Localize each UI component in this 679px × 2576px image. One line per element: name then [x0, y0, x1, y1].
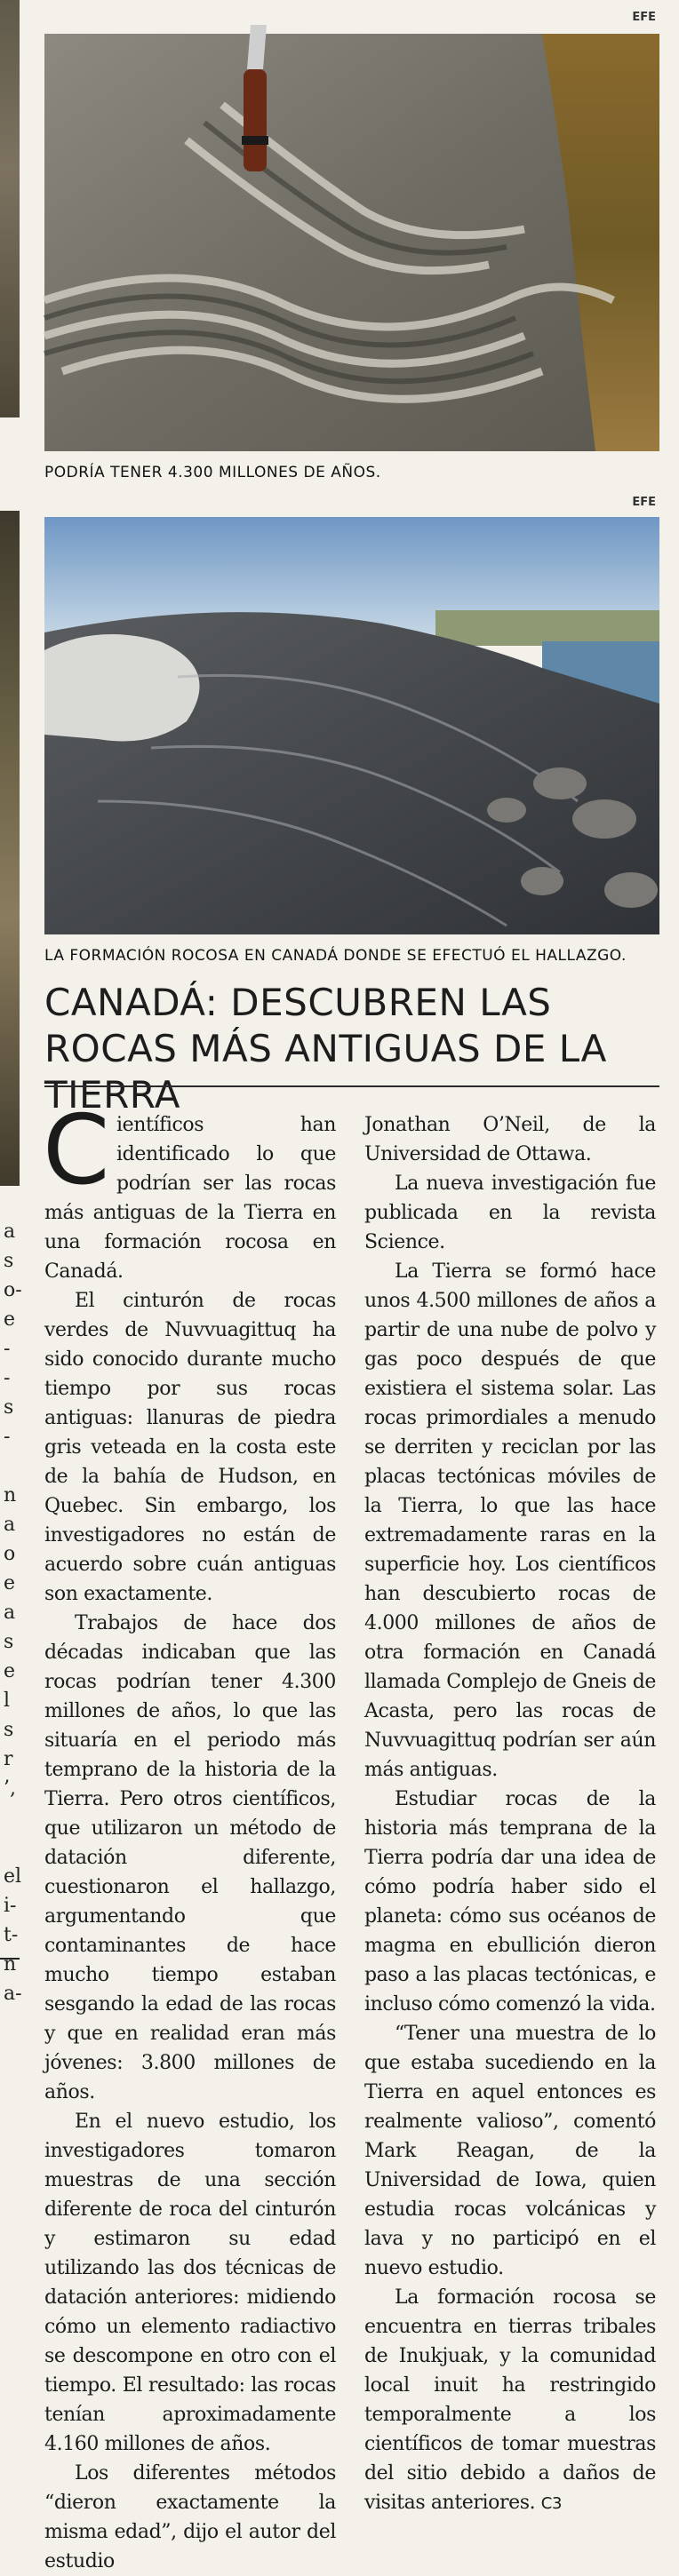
article-paragraph: La nueva investigación fue publicada en la revista Science. — [364, 1173, 656, 1253]
article-column-right — [364, 1110, 656, 2518]
article-paragraph: Trabajos de hace dos décadas indicaban que las rocas podrían tener 4.300 millones de años, lo que las situaría en el periodo más temprano de la historia de la Tierra. Pero otros científicos, que utilizaron un método de datación diferente, cuestionaron el hallazgo, argumentando que contaminantes de hace mucho tiempo estaban sesgando la edad de las rocas y que en realidad eran más jóvenes: 3.800 millones de años. — [44, 1612, 336, 2103]
article-paragraph: La Tierra se formó hace unos 4.500 millones de años a partir de una nube de polvo y gas poco después de que existiera el sistema solar. Las rocas primordiales a menudo se derriten y reciclan por las placas tectónicas móviles de la Tierra, lo que las hace extremadamente raras en la superficie hoy. Los científicos han descubierto rocas de 4.000 millones de años de otra formación en Canadá llamada Complejo de Gneis de Acasta, pero las rocas de Nuvvuagittuq podrían ser aún más antiguas. — [364, 1260, 656, 1781]
adjacent-text-fragment: i- — [4, 1895, 17, 1917]
adjacent-rule — [0, 1958, 20, 1960]
adjacent-text-fragment: s — [4, 1396, 14, 1419]
adjacent-text-fragment: ’, — [4, 1777, 16, 1800]
adjacent-text-fragment: o — [4, 1543, 16, 1565]
rock-formation-photo — [44, 517, 659, 934]
adjacent-text-fragment: el — [4, 1865, 22, 1888]
article-paragraph: La formación rocosa se encuentra en tierras tribales de Inukjuak, y la comunidad local inuit ha restringido temporalmente a los científicos de tomar muestras del sitio debido a daños de visitas anteriores. C3 — [364, 2286, 656, 2514]
article-paragraph: “Tener una muestra de lo que estaba sucediendo en la Tierra en aquel entonces es realmente valioso”, comentó Mark Reagan, de la Universidad de Iowa, quien estudia rocas volcánicas y lava y no participó en el nuevo estudio. — [364, 2023, 656, 2279]
article-paragraph: En el nuevo estudio, los investigadores tomaron muestras de una sección diferente de roca del cinturón y estimaron su edad utilizando las dos técnicas de datación anteriores: midiendo cómo un elemento radiactivo se descompone en otro con el tiempo. El resultado: las rocas tenían aproximadamente 4.160 millones de años. — [44, 2111, 336, 2455]
adjacent-text-fragment — [4, 1833, 21, 1862]
adjacent-text-fragment: - — [4, 1338, 11, 1360]
adjacent-text-fragment: a — [4, 1220, 16, 1243]
adjacent-page-strip — [0, 0, 20, 2430]
article-headline: CANADÁ: DESCUBREN LAS ROCAS MÁS ANTIGUAS DE LA TIERRA — [44, 981, 607, 1117]
photo-caption: PODRÍA TENER 4.300 MILLONES DE AÑOS. — [44, 464, 381, 481]
adjacent-text-fragment: a- — [4, 1983, 22, 2005]
photo-credit: EFE — [632, 11, 656, 24]
adjacent-text-fragment: a — [4, 1514, 16, 1536]
adjacent-text-fragment: s — [4, 1719, 14, 1741]
article-paragraph: Científicos han identificado lo que podrían ser las rocas más antiguas de la Tierra en una formación rocosa en Canadá. — [43, 1095, 336, 1283]
adjacent-text-fragment: s — [4, 1250, 14, 1272]
article-paragraph: El cinturón de rocas verdes de Nuvvuagittuq ha sido conocido durante mucho tiempo por sus rocas antiguas: llanuras de piedra gris veteada en la costa este de la bahía de Hudson, en Quebec. Sin embargo, los investigadores no están de acuerdo sobre cuán antiguas son exactamente. — [44, 1290, 336, 1605]
adjacent-text-fragment: - — [4, 1426, 11, 1448]
adjacent-text-fragment: e — [4, 1660, 16, 1682]
adjacent-text-fragment — [4, 1803, 21, 1833]
adjacent-text-fragment: a — [4, 1602, 16, 1624]
adjacent-text-fragment: n — [4, 1484, 17, 1507]
photo-credit: EFE — [632, 496, 656, 509]
article-paragraph: Los diferentes métodos “dieron exactamente la misma edad”, dijo el autor del estudio — [44, 2462, 336, 2572]
photo-caption: LA FORMACIÓN ROCOSA EN CANADÁ DONDE SE EFECTUÓ EL HALLAZGO. — [44, 947, 627, 965]
adjacent-text-fragment: o- — [4, 1279, 22, 1301]
adjacent-text-fragment: s — [4, 1631, 14, 1653]
adjacent-photo-fragment — [0, 511, 20, 1186]
article-column-left — [43, 1095, 336, 2576]
end-mark: C3 — [540, 2494, 563, 2513]
article-paragraph: Jonathan O’Neil, de la Universidad de Ottawa. — [364, 1114, 656, 1165]
adjacent-text-fragments — [4, 1217, 21, 2008]
adjacent-text-fragment: - — [4, 1367, 11, 1389]
adjacent-text-fragment: r — [4, 1748, 13, 1770]
rock-closeup-photo — [44, 34, 659, 451]
adjacent-text-fragment — [4, 1451, 21, 1481]
article-paragraph: Estudiar rocas de la historia más temprana de la Tierra podría dar una idea de cómo podría haber sido el planeta: cómo sus océanos de magma en ebullición dieron paso a las placas tectónicas, e incluso cómo comenzó la vida. — [364, 1788, 656, 2015]
adjacent-text-fragment: l — [4, 1690, 11, 1712]
adjacent-photo-fragment — [0, 0, 20, 417]
adjacent-text-fragment: n — [4, 1953, 17, 1976]
adjacent-text-fragment: e — [4, 1308, 16, 1331]
headline-divider — [44, 1085, 659, 1087]
adjacent-text-fragment: t- — [4, 1924, 19, 1946]
drop-cap: C — [43, 1095, 110, 1206]
adjacent-text-fragment: e — [4, 1572, 16, 1594]
